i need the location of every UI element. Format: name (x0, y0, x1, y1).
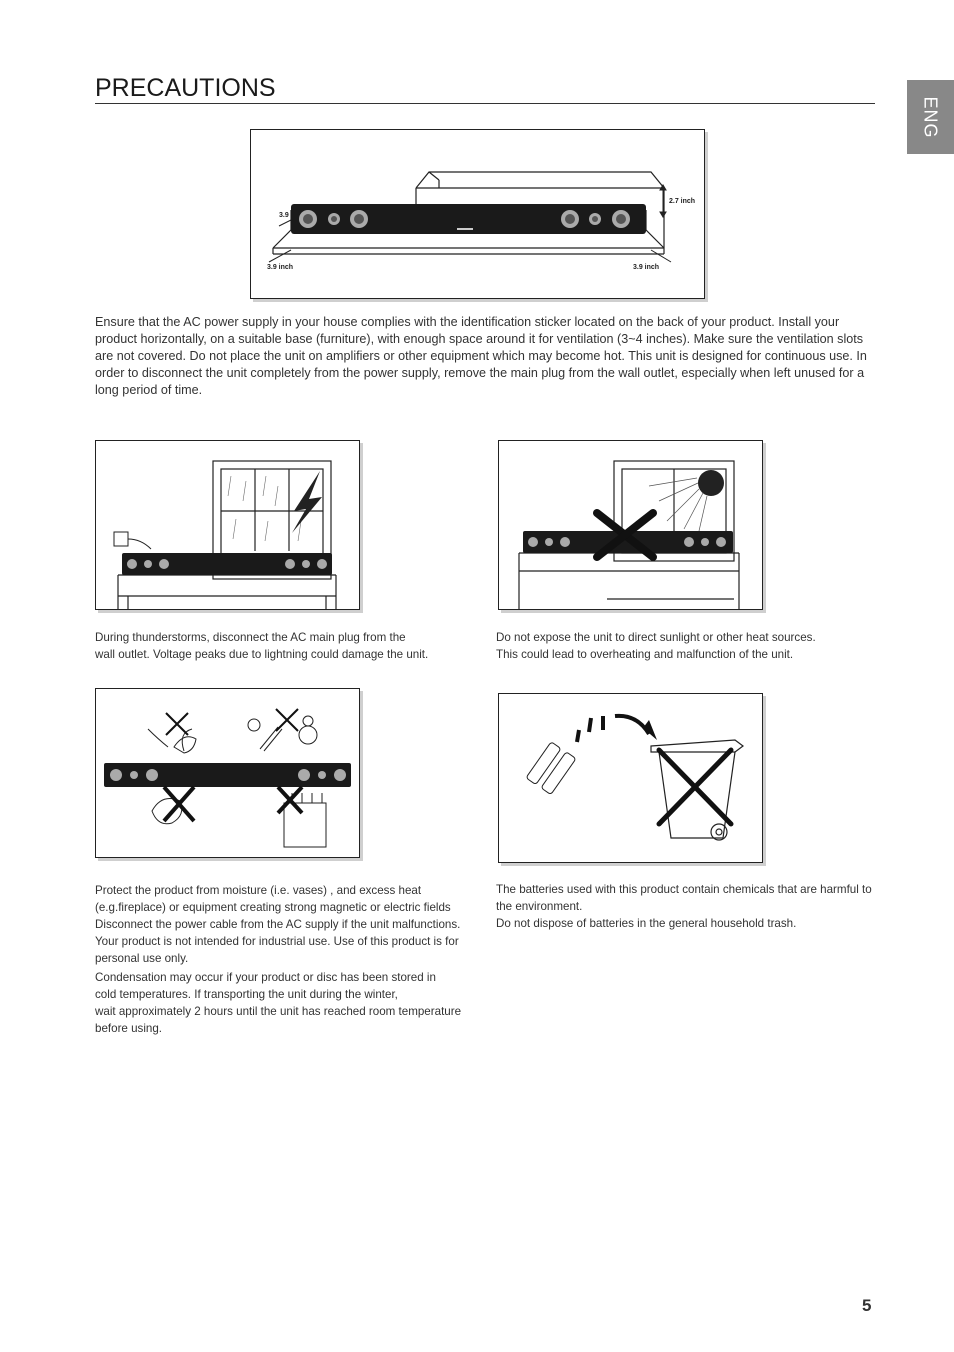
sun-icon (649, 470, 724, 531)
soundbar-illustration (104, 763, 351, 787)
caption-line: personal use only. (95, 952, 189, 965)
cross-icon (659, 750, 731, 824)
intro-paragraph: Ensure that the AC power supply in your house complies with the identification sticker located on the back of your product. Install your product horizontally, on a suitable base (furniture), with enough space around it for ventilation (3~4 inches). Make sure the ventilation slots are not covered. Do not place the unit on amplifiers or other equipment which may become hot. This unit is designed for continuous use. In order to disconnect the unit completely from the power supply, remove the main plug from the wall outlet, especially when left unused for a long period of time. (95, 315, 867, 397)
dim-left-small-label: 3.9 (279, 212, 289, 219)
caption-line: Your product is not intended for industrial use. Use of this product is for (95, 935, 459, 948)
table-illustration (118, 575, 336, 609)
dim-left-label: 3.9 inch (267, 264, 294, 271)
battery-icon (526, 742, 576, 795)
caption-line: Condensation may occur if your product or disc has been stored in (95, 971, 436, 984)
caption-line: Disconnect the power cable from the AC supply if the unit malfunctions. (95, 918, 461, 931)
vase-icon (148, 729, 196, 753)
cross-icon (166, 709, 298, 735)
lightning-icon (292, 471, 322, 533)
soundbar-illustration (122, 553, 332, 575)
language-tab (907, 80, 954, 154)
title-divider (95, 103, 875, 104)
language-tab-label: ENG (920, 95, 941, 139)
candle-icon (248, 719, 282, 751)
caption-line: wall outlet. Voltage peaks due to lightning could damage the unit. (95, 648, 429, 661)
moisture-figure (95, 688, 360, 858)
page-number: 5 (862, 1296, 872, 1315)
caption-line: Do not dispose of batteries in the general household trash. (496, 917, 797, 930)
caption-line: the environment. (496, 900, 583, 913)
caption-line: before using. (95, 1022, 163, 1035)
sunlight-figure (498, 440, 763, 610)
installation-figure (250, 129, 705, 299)
thunderstorm-caption (95, 629, 475, 663)
caption-line: During thunderstorms, disconnect the AC main plug from the (95, 631, 406, 644)
caption-line: (e.g.fireplace) or equipment creating strong magnetic or electric fields (95, 901, 451, 914)
moisture-caption (95, 882, 475, 967)
wall-outlet-icon (114, 532, 151, 549)
batteries-figure (498, 693, 763, 863)
cross-icon (164, 787, 302, 821)
caption-line: This could lead to overheating and malfunction of the unit. (496, 648, 794, 661)
batteries-caption (496, 881, 886, 932)
caption-line: wait approximately 2 hours until the unit has reached room temperature (95, 1005, 462, 1018)
caption-line: cold temperatures. If transporting the unit during the winter, (95, 988, 398, 1001)
soundbar-illustration (291, 204, 646, 234)
caption-line: Protect the product from moisture (i.e. vases) , and excess heat (95, 884, 422, 897)
thunderstorm-figure (95, 440, 360, 610)
condensation-caption (95, 969, 475, 1037)
caption-line: The batteries used with this product contain chemicals that are harmful to (496, 883, 872, 896)
sunlight-caption (496, 629, 876, 663)
snowman-icon (299, 716, 317, 744)
dim-right-label: 3.9 inch (633, 264, 660, 271)
dim-top-label: 2.7 inch (669, 198, 696, 205)
caption-line: Do not expose the unit to direct sunlight or other heat sources. (496, 631, 816, 644)
arrow-icon (577, 716, 649, 742)
page-title: PRECAUTIONS (95, 74, 276, 102)
